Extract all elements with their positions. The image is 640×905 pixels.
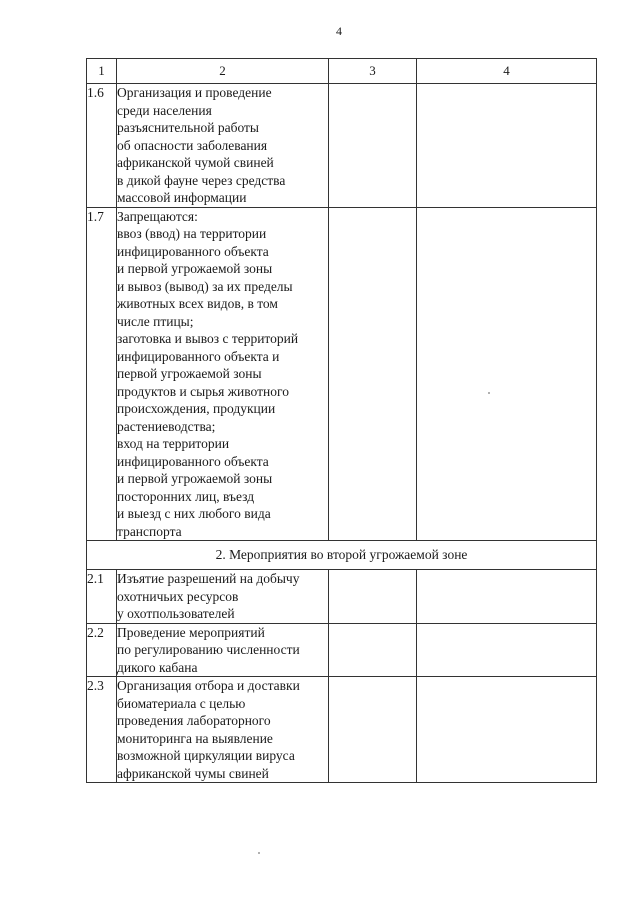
description-line: возможной циркуляции вируса [117, 748, 295, 763]
table-row [87, 84, 597, 208]
description-line: происхождения, продукции [117, 401, 276, 416]
description-line: числе птицы; [117, 313, 194, 329]
description-line: Проведение мероприятий [117, 624, 265, 640]
description-line: африканской чумы свиней [117, 765, 269, 781]
description-line: инфицированного объекта и [117, 348, 280, 364]
description-line: растениеводства; [117, 418, 216, 434]
measure-description [117, 570, 329, 624]
responsible-cell [417, 207, 597, 541]
item-number: 2.2 [87, 623, 117, 677]
description-line: продуктов и сырья животного [117, 383, 289, 399]
measure-description [117, 207, 329, 541]
responsible-cell [417, 623, 597, 677]
item-number: 1.6 [87, 84, 117, 208]
responsible-cell [417, 570, 597, 624]
table-header-row [87, 59, 597, 84]
scan-speck [258, 852, 260, 854]
description-line: по регулированию численности [117, 642, 300, 657]
responsible-cell [417, 677, 597, 783]
description-line: об опасности заболевания [117, 137, 268, 153]
description-line: проведения лабораторного [117, 713, 271, 728]
section-title: 2. Мероприятия во второй угрожаемой зоне [87, 541, 597, 570]
description-line: заготовка и вывоз с территорий [117, 331, 299, 346]
description-line: биоматериала с целью [117, 695, 246, 711]
deadline-cell [329, 677, 417, 783]
description-line: у охотпользователей [117, 606, 235, 621]
measures-table [86, 58, 597, 783]
measure-description [117, 677, 329, 783]
column-header-2: 2 [117, 59, 329, 84]
description-line: массовой информации [117, 190, 247, 205]
item-number: 2.1 [87, 570, 117, 624]
description-line: африканской чумой свиней [117, 155, 274, 170]
column-header-1: 1 [87, 59, 117, 84]
section-row [87, 541, 597, 570]
deadline-cell [329, 207, 417, 541]
table-body [87, 59, 597, 783]
description-line: транспорта [117, 523, 182, 539]
description-line: и первой угрожаемой зоны [117, 261, 273, 276]
description-line: в дикой фауне через средства [117, 172, 286, 188]
column-header-4: 4 [417, 59, 597, 84]
description-line: Организация отбора и доставки [117, 678, 300, 693]
description-line: инфицированного объекта [117, 243, 269, 259]
column-header-3: 3 [329, 59, 417, 84]
table-row [87, 677, 597, 783]
measure-description [117, 84, 329, 208]
table-row [87, 207, 597, 541]
table-row [87, 570, 597, 624]
description-line: посторонних лиц, въезд [117, 488, 255, 504]
description-line: Изъятие разрешений на добычу [117, 571, 300, 586]
description-line: среди населения [117, 102, 212, 118]
description-line: охотничьих ресурсов [117, 588, 239, 604]
description-line: Запрещаются: [117, 208, 198, 224]
table-row [87, 623, 597, 677]
description-line: ввоз (ввод) на территории [117, 226, 267, 241]
item-number: 1.7 [87, 207, 117, 541]
description-line: инфицированного объекта [117, 453, 269, 469]
deadline-cell [329, 570, 417, 624]
description-line: Организация и проведение [117, 85, 272, 100]
deadline-cell [329, 84, 417, 208]
description-line: первой угрожаемой зоны [117, 366, 262, 381]
description-line: мониторинга на выявление [117, 730, 273, 746]
description-line: вход на территории [117, 436, 230, 451]
item-number: 2.3 [87, 677, 117, 783]
responsible-cell [417, 84, 597, 208]
description-line: разъяснительной работы [117, 120, 259, 135]
scan-speck [488, 392, 490, 394]
description-line: и вывоз (вывод) за их пределы [117, 278, 293, 294]
deadline-cell [329, 623, 417, 677]
description-line: и первой угрожаемой зоны [117, 471, 273, 486]
page-number: 4 [336, 24, 342, 38]
description-line: и выезд с них любого вида [117, 506, 271, 521]
description-line: дикого кабана [117, 659, 198, 675]
measure-description [117, 623, 329, 677]
description-line: животных всех видов, в том [117, 296, 278, 311]
